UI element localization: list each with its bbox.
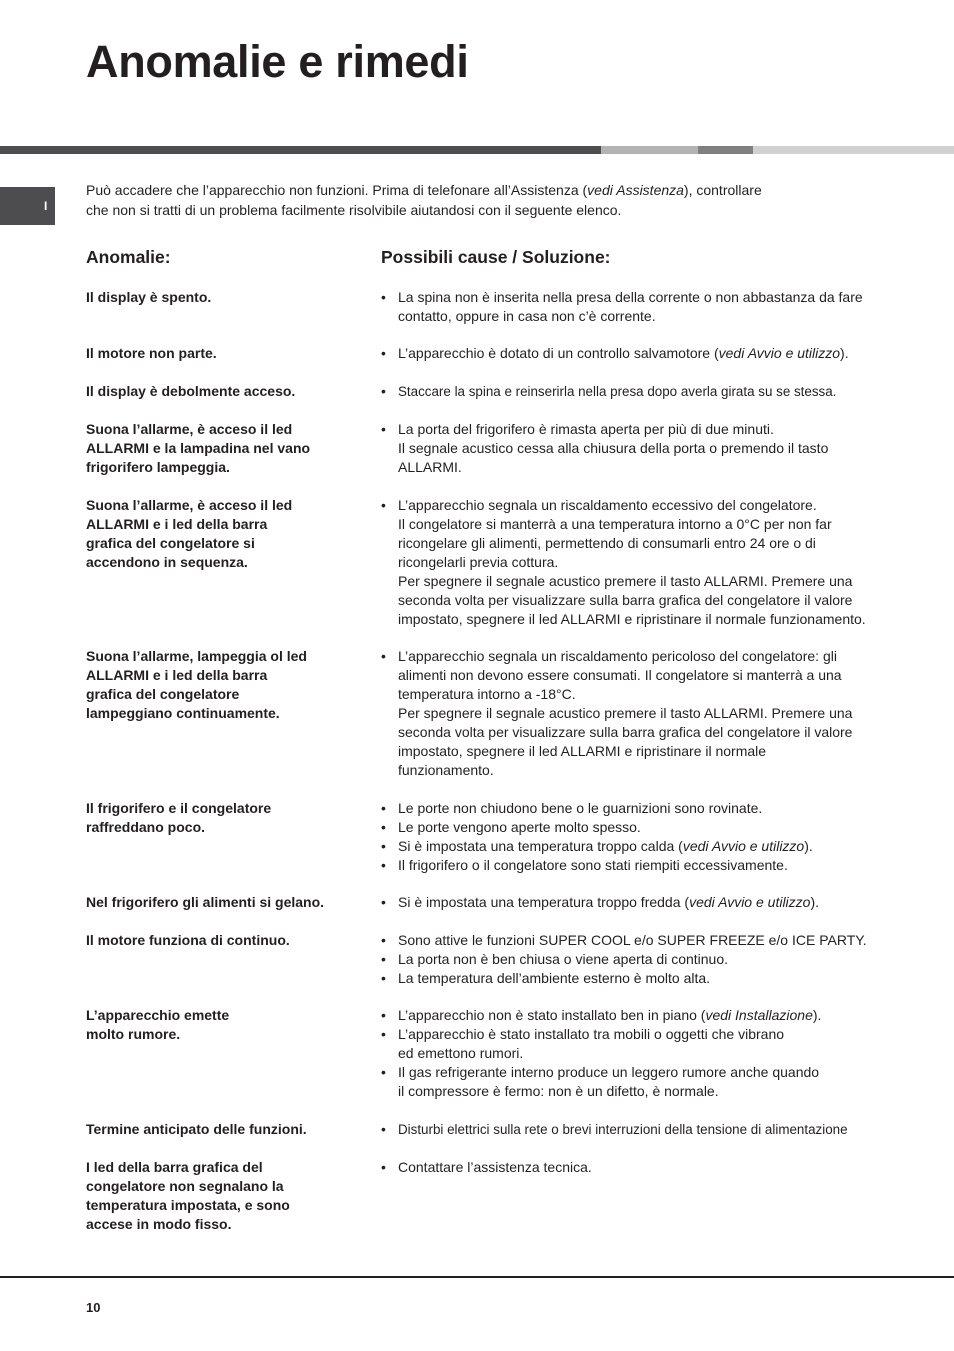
problem-line: accendono in sequenza. xyxy=(86,554,248,570)
page-number: 10 xyxy=(86,1300,101,1315)
cause-list xyxy=(381,931,901,988)
cause-item xyxy=(381,931,901,950)
problem-line: temperatura impostata, e sono xyxy=(86,1197,290,1213)
cause-line xyxy=(398,1006,901,1025)
cause-line: • Il frigorifero o il congelatore sono stati riempiti eccessivamente. xyxy=(398,857,788,873)
cause-list xyxy=(381,420,901,477)
cause-list xyxy=(381,496,901,629)
cause-line: impostato, spegnere il led ALLARMI e ripristinare il normale xyxy=(398,743,767,759)
problem-line: grafica del congelatore si xyxy=(86,535,255,551)
problem-line: Termine anticipato delle funzioni. xyxy=(86,1121,307,1137)
problem-line: Il frigorifero e il congelatore xyxy=(86,800,272,816)
cause-line xyxy=(398,893,901,912)
problem-line: molto rumore. xyxy=(86,1026,181,1042)
cause-line: Per spegnere il segnale acustico premere il tasto ALLARMI. Premere una xyxy=(398,573,853,589)
problem-line: Il motore non parte. xyxy=(86,345,217,361)
cause-line: impostato, spegnere il led ALLARMI e ripristinare il normale funzionamento. xyxy=(398,611,866,627)
column-header-causes: Possibili cause / Soluzione: xyxy=(381,247,611,267)
cause-line: temperatura intorno a -18°C. xyxy=(398,686,576,702)
cause-item xyxy=(381,420,901,477)
cause-item xyxy=(381,799,901,818)
cause-text: Si è impostata una temperatura troppo fredda ( xyxy=(398,894,690,910)
cause-line: funzionamento. xyxy=(398,762,494,778)
cause-list xyxy=(381,288,901,326)
problem-line: raffreddano poco. xyxy=(86,819,206,835)
column-header-anomalies: Anomalie: xyxy=(86,247,171,267)
problem-text xyxy=(86,1006,361,1044)
cause-line: • La spina non è inserita nella presa della corrente o non abbastanza da fare xyxy=(398,289,863,305)
cause-text: Si è impostata una temperatura troppo calda ( xyxy=(398,838,683,854)
cause-line: • Sono attive le funzioni SUPER COOL e/o SUPER FREEZE e/o ICE PARTY. xyxy=(398,932,867,948)
cause-line: contatto, oppure in casa non c’è corrente. xyxy=(398,308,656,324)
cause-line xyxy=(398,344,901,363)
cause-item xyxy=(381,1006,901,1025)
cause-list xyxy=(381,647,901,780)
problem-text xyxy=(86,893,361,912)
problem-line: L’apparecchio emette xyxy=(86,1007,230,1023)
problem-text xyxy=(86,647,361,723)
problem-text xyxy=(86,288,361,307)
cause-line: seconda volta per visualizzare sulla barra grafica del congelatore il valore xyxy=(398,592,853,608)
cause-item xyxy=(381,856,901,875)
cause-item xyxy=(381,969,901,988)
cause-list xyxy=(381,1158,901,1177)
cause-line: • La porta del frigorifero è rimasta aperta per più di due minuti. xyxy=(398,421,774,437)
problem-text xyxy=(86,799,361,837)
problem-line: frigorifero lampeggia. xyxy=(86,459,230,475)
cause-line: • Il gas refrigerante interno produce un leggero rumore anche quando xyxy=(398,1064,820,1080)
problem-line: ALLARMI e la lampadina nel vano xyxy=(86,440,311,456)
problem-text xyxy=(86,382,361,401)
problem-text xyxy=(86,1158,361,1234)
section-reference: vedi Avvio e utilizzo xyxy=(682,838,805,854)
cause-list xyxy=(381,1120,901,1139)
problem-line: Il motore funziona di continuo. xyxy=(86,932,290,948)
language-tab-label: I xyxy=(44,199,48,213)
problem-line: Il display è spento. xyxy=(86,289,212,305)
cause-item xyxy=(381,1025,901,1063)
cause-line: • Le porte vengono aperte molto spesso. xyxy=(398,819,641,835)
problem-line: Suona l’allarme, è acceso il led xyxy=(86,421,293,437)
problem-line: Suona l’allarme, è acceso il led xyxy=(86,497,293,513)
cause-text: ). xyxy=(840,345,849,361)
page-title: Anomalie e rimedi xyxy=(86,36,469,87)
cause-item xyxy=(381,1158,901,1177)
cause-list xyxy=(381,799,901,875)
cause-item xyxy=(381,382,901,401)
cause-line: • Contattare l’assistenza tecnica. xyxy=(398,1159,592,1175)
section-reference: vedi Installazione xyxy=(705,1007,813,1023)
intro-line-2: che non si tratti di un problema facilmente risolvibile aiutandosi con il seguente elenco. xyxy=(86,201,622,218)
header-rule-mid xyxy=(698,146,753,154)
cause-line: ricongelarli previa cottura. xyxy=(398,554,559,570)
cause-item xyxy=(381,1063,901,1101)
cause-line: • L’apparecchio segnala un riscaldamento eccessivo del congelatore. xyxy=(398,497,817,513)
section-reference: vedi Avvio e utilizzo xyxy=(689,894,811,910)
cause-item xyxy=(381,344,901,363)
cause-item xyxy=(381,496,901,629)
cause-line: • L’apparecchio segnala un riscaldamento pericoloso del congelatore: gli xyxy=(398,648,837,664)
cause-item xyxy=(381,1120,901,1139)
cause-line: Il congelatore si manterrà a una temperatura intorno a 0°C per non far xyxy=(398,516,832,532)
cause-line: ALLARMI. xyxy=(398,459,462,475)
cause-item xyxy=(381,818,901,837)
cause-item xyxy=(381,950,901,969)
cause-list xyxy=(381,382,901,401)
cause-item xyxy=(381,288,901,326)
intro-reference: vedi Assistenza xyxy=(587,182,684,198)
problem-line: congelatore non segnalano la xyxy=(86,1178,284,1194)
cause-text: ). xyxy=(804,838,813,854)
cause-line: ricongelare gli alimenti, permettendo di consumarli entro 24 ore o di xyxy=(398,535,816,551)
cause-line: seconda volta per visualizzare sulla barra grafica del congelatore il valore xyxy=(398,724,853,740)
cause-list xyxy=(381,893,901,912)
problem-line: grafica del congelatore xyxy=(86,686,240,702)
intro-line-1: Può accadere che l’apparecchio non funzioni. Prima di telefonare all’Assistenza (vedi Assistenza), controllare xyxy=(86,182,762,198)
cause-text: ). xyxy=(812,1007,822,1023)
header-rule-dark xyxy=(0,146,601,154)
problem-line: ALLARMI e i led della barra xyxy=(86,667,268,683)
cause-line: • La porta non è ben chiusa o viene aperta di continuo. xyxy=(398,951,729,967)
cause-text: L’apparecchio non è stato installato ben in piano ( xyxy=(398,1007,706,1023)
cause-line: alimenti non devono essere consumati. Il congelatore si manterrà a una xyxy=(398,667,842,683)
cause-line: il compressore è fermo: non è un difetto, è normale. xyxy=(398,1083,719,1099)
cause-line xyxy=(398,837,901,856)
cause-line: • Le porte non chiudono bene o le guarnizioni sono rovinate. xyxy=(398,800,763,816)
problem-line: accese in modo fisso. xyxy=(86,1216,232,1232)
cause-line: • Disturbi elettrici sulla rete o brevi interruzioni della tensione di alimentazione xyxy=(398,1122,848,1137)
cause-text: L’apparecchio è dotato di un controllo salvamotore ( xyxy=(398,345,719,361)
cause-line: Per spegnere il segnale acustico premere il tasto ALLARMI. Premere una xyxy=(398,705,853,721)
cause-line: • La temperatura dell’ambiente esterno è molto alta. xyxy=(398,970,711,986)
problem-text xyxy=(86,931,361,950)
problem-line: lampeggiano continuamente. xyxy=(86,705,280,721)
problem-line: Il display è debolmente acceso. xyxy=(86,383,296,399)
cause-text: ). xyxy=(810,894,820,910)
cause-line: • L’apparecchio è stato installato tra mobili o oggetti che vibrano xyxy=(398,1026,785,1042)
problem-text xyxy=(86,420,361,477)
header-rule-light xyxy=(601,146,698,154)
problem-line: Nel frigorifero gli alimenti si gelano. xyxy=(86,894,325,910)
problem-text xyxy=(86,496,361,572)
problem-line: I led della barra grafica del xyxy=(86,1159,263,1175)
cause-list xyxy=(381,1006,901,1101)
problem-text xyxy=(86,1120,361,1139)
intro-paragraph xyxy=(86,181,826,220)
cause-line: • Staccare la spina e reinserirla nella presa dopo averla girata su se stessa. xyxy=(398,384,837,399)
cause-list xyxy=(381,344,901,363)
header-rule-pale xyxy=(753,146,954,154)
problem-line: ALLARMI e i led della barra xyxy=(86,516,268,532)
cause-line: Il segnale acustico cessa alla chiusura della porta o premendo il tasto xyxy=(398,440,829,456)
problem-line: Suona l’allarme, lampeggia ol led xyxy=(86,648,307,664)
language-tab xyxy=(0,187,55,225)
footer-rule xyxy=(0,1276,954,1278)
problem-text xyxy=(86,344,361,363)
cause-item xyxy=(381,837,901,856)
section-reference: vedi Avvio e utilizzo xyxy=(718,345,841,361)
cause-item xyxy=(381,893,901,912)
cause-line: ed emettono rumori. xyxy=(398,1045,524,1061)
cause-item xyxy=(381,647,901,780)
